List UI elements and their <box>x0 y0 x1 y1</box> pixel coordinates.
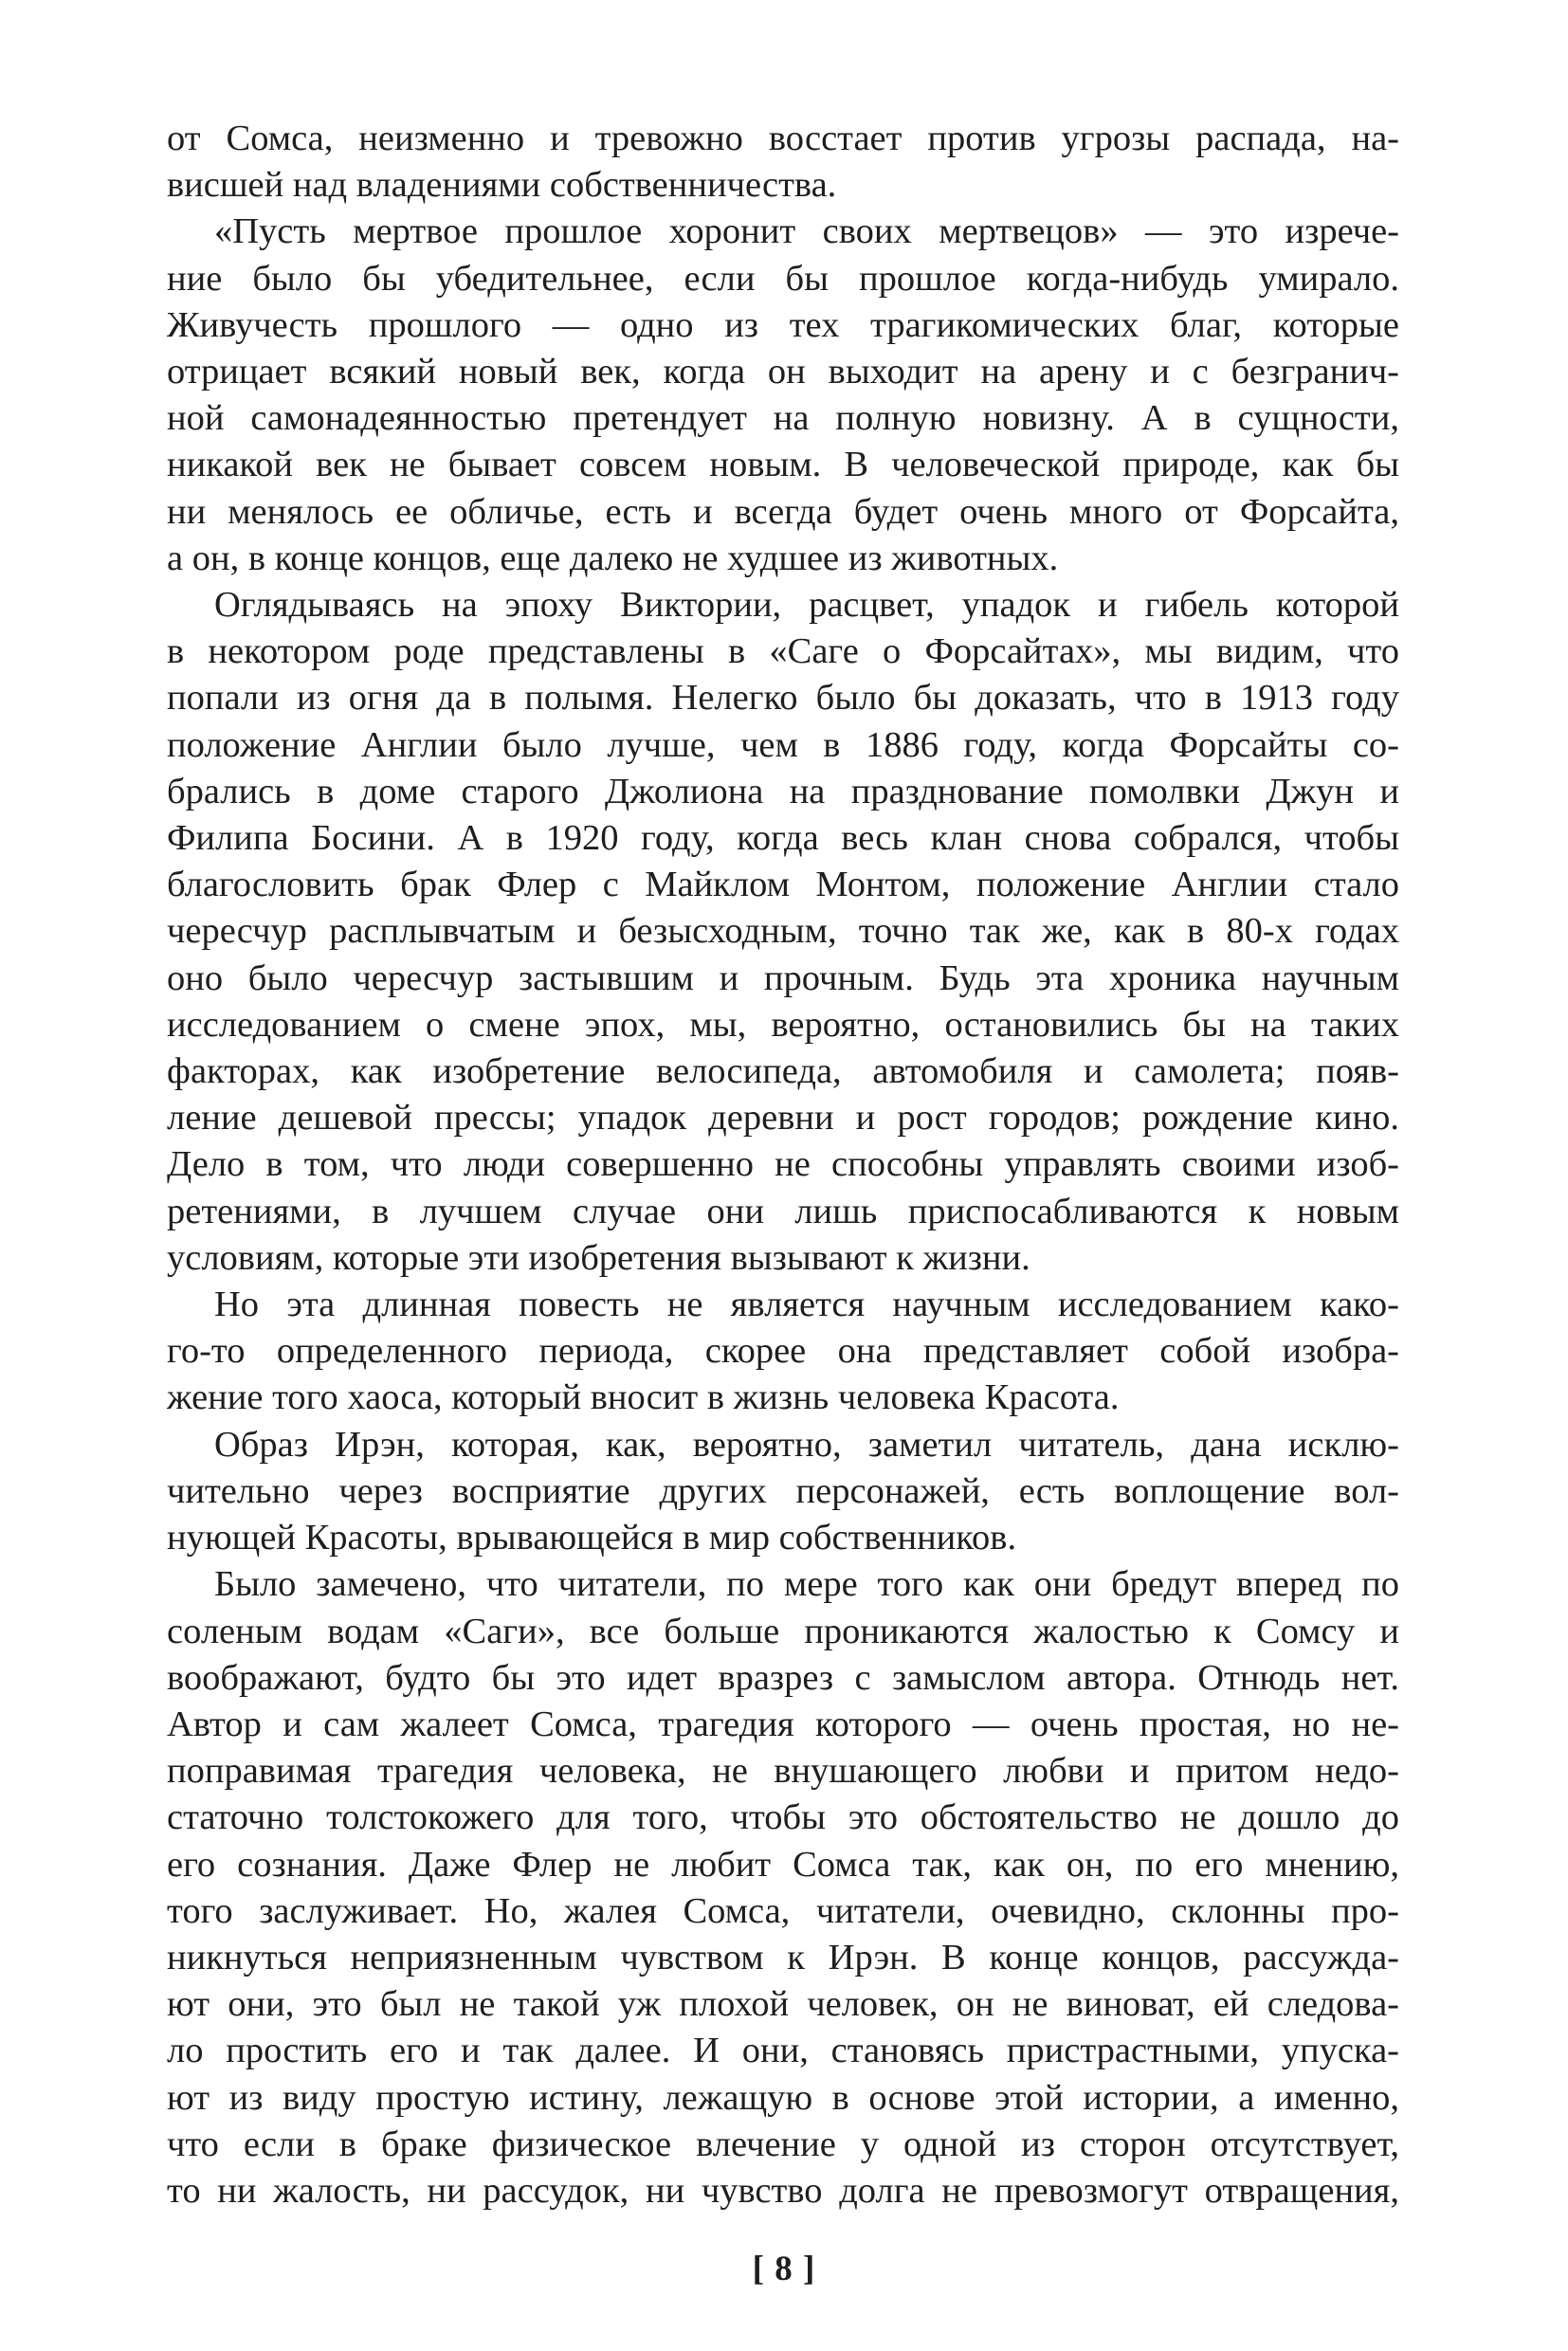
text-line: Филипа Босини. А в 1920 году, когда весь клан снова собрался, чтобы <box>167 818 1399 859</box>
paragraph <box>167 1422 1399 1562</box>
text-line: статочно толстокожего для того, чтобы это обстоятельство не дошло до <box>167 1797 1399 1838</box>
text-line: никакой век не бывает совсем новым. В человеческой природе, как бы <box>167 445 1399 485</box>
text-line: нующей Красоты, врывающейся в мир собственников. <box>167 1518 1017 1558</box>
text-line: ретениями, в лучшем случае они лишь приспосабливаются к новым <box>167 1191 1399 1231</box>
text-line: ление дешевой прессы; упадок деревни и рост городов; рождение кино. <box>167 1098 1399 1139</box>
paragraph <box>167 1282 1399 1422</box>
text-line: ют они, это был не такой уж плохой человек, он не виноват, ей следова- <box>167 1984 1399 2025</box>
text-line: Но эта длинная повесть не является научным исследованием како- <box>214 1285 1399 1325</box>
paragraph <box>167 582 1399 1282</box>
text-line: от Сомса, неизменно и тревожно восстает против угрозы распада, на- <box>167 118 1399 158</box>
text-line: оно было чересчур застывшим и прочным. Будь эта хроника научным <box>167 957 1399 998</box>
text-line: жение того хаоса, который вносит в жизнь человека Красота. <box>167 1377 1120 1418</box>
text-line: благословить брак Флер с Майклом Монтом, положение Англии стало <box>167 865 1399 905</box>
text-line: Дело в том, что люди совершенно не способны управлять своими изоб- <box>167 1144 1399 1185</box>
text-line: Живучесть прошлого — одно из тех трагикомических благ, которые <box>167 304 1399 345</box>
text-line: воображают, будто бы это идет вразрез с замыслом автора. Отнюдь нет. <box>167 1657 1399 1698</box>
text-line: ют из виду простую истину, лежащую в основе этой истории, а именно, <box>167 2077 1399 2118</box>
text-line: что если в браке физическое влечение у одной из сторон отсутствует, <box>167 2123 1399 2164</box>
text-line: его сознания. Даже Флер не любит Сомса так, как он, по его мнению, <box>167 1844 1399 1885</box>
text-line: исследованием о смене эпох, мы, вероятно, остановились бы на таких <box>167 1004 1399 1045</box>
page-body <box>167 116 1399 2214</box>
text-line: поправимая трагедия человека, не внушающего любви и притом недо- <box>167 1751 1399 1792</box>
text-line: соленым водам «Саги», все больше проникаются жалостью к Сомсу и <box>167 1611 1399 1651</box>
text-line: чительно через восприятие других персонажей, есть воплощение вол- <box>167 1470 1399 1511</box>
text-line: ло простить его и так далее. И они, становясь пристрастными, упуска- <box>167 2031 1399 2071</box>
text-line: отрицает всякий новый век, когда он выходит на арену и с безгранич- <box>167 352 1399 392</box>
text-line: висшей над владениями собственничества. <box>167 165 837 206</box>
text-line: условиям, которые эти изобретения вызывают к жизни. <box>167 1237 1030 1278</box>
text-line: того заслуживает. Но, жалея Сомса, читатели, очевидно, склонны про- <box>167 1890 1399 1931</box>
text-line: в некотором роде представлены в «Саге о Форсайтах», мы видим, что <box>167 631 1399 672</box>
text-line: чересчур расплывчатым и безысходным, точно так же, как в 80-х годах <box>167 911 1399 952</box>
text-line: Автор и сам жалеет Сомса, трагедия которого — очень простая, но не- <box>167 1704 1399 1744</box>
paragraph <box>167 116 1399 209</box>
text-line: то ни жалость, ни рассудок, ни чувство долга не превозмогут отвращения, <box>167 2170 1399 2211</box>
paragraph <box>167 209 1399 582</box>
text-line: го-то определенного периода, скорее она представляет собой изобра- <box>167 1331 1399 1372</box>
text-line: а он, в конце концов, еще далеко не худшее из животных. <box>167 538 1059 578</box>
text-line: Было замечено, что читатели, по мере того как они бредут вперед по <box>214 1564 1399 1605</box>
page-number: [ 8 ] <box>752 2250 816 2288</box>
text-line: ной самонадеянностью претендует на полную новизну. А в сущности, <box>167 398 1399 439</box>
paragraph <box>167 1561 1399 2214</box>
text-line: попали из огня да в полымя. Нелегко было бы доказать, что в 1913 году <box>167 678 1399 719</box>
text-line: ни менялось ее обличье, есть и всегда будет очень много от Форсайта, <box>167 491 1399 532</box>
text-line: «Пусть мертвое прошлое хоронит своих мертвецов» — это изрече- <box>214 211 1399 252</box>
text-line: брались в доме старого Джолиона на празднование помолвки Джун и <box>167 771 1399 811</box>
text-line: положение Англии было лучше, чем в 1886 году, когда Форсайты со- <box>167 724 1399 765</box>
text-line: никнуться неприязненным чувством к Ирэн. В конце концов, рассужда- <box>167 1937 1399 1977</box>
text-line: Оглядываясь на эпоху Виктории, расцвет, упадок и гибель которой <box>214 585 1399 626</box>
text-line: ние было бы убедительнее, если бы прошлое когда-нибудь умирало. <box>167 258 1399 299</box>
text-line: Образ Ирэн, которая, как, вероятно, заметил читатель, дана исклю- <box>214 1424 1399 1465</box>
text-line: факторах, как изобретение велосипеда, автомобиля и самолета; появ- <box>167 1051 1399 1092</box>
